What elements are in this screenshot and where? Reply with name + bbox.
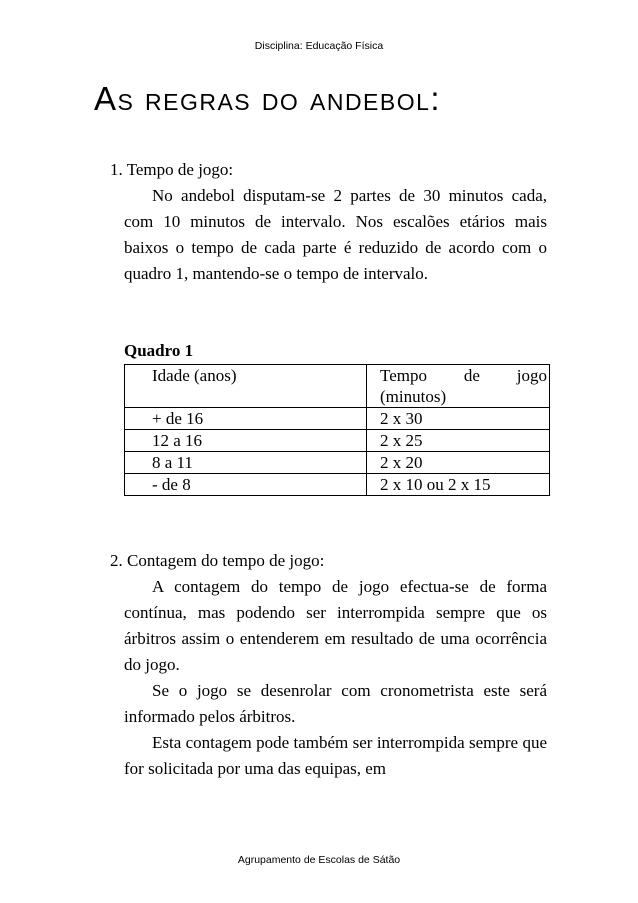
table-row (125, 408, 550, 430)
page-footer: Agrupamento de Escolas de Sátão (237, 854, 401, 866)
game-time-table (124, 364, 550, 496)
age-cell: - de 8 (125, 474, 367, 496)
section-2-paragraph-2: Se o jogo se desenrolar com cronometrista este será informado pelos árbitros. (124, 681, 547, 726)
age-cell: + de 16 (125, 408, 367, 430)
table-header-row (125, 365, 550, 408)
page-header: Disciplina: Educação Física (254, 40, 384, 52)
section-2-paragraph-1: A contagem do tempo de jogo efectua-se de forma contínua, mas podendo ser interrompida sempre que os árbitros assim o entenderem em resultado de uma ocorrência do jogo. (124, 577, 547, 674)
time-cell: 2 x 20 (367, 452, 550, 474)
section-1-paragraph: No andebol disputam-se 2 partes de 30 minutos cada, com 10 minutos de intervalo. Nos escalões etários mais baixos o tempo de cada parte é reduzido de acordo com o quadro 1, mantendo-se o tempo de intervalo. (124, 186, 547, 283)
table-row (125, 452, 550, 474)
age-cell: 12 a 16 (125, 430, 367, 452)
table-title: Quadro 1 (124, 341, 194, 360)
header-time-word-3: jogo (516, 366, 547, 385)
section-2-heading: 2. Contagem do tempo de jogo: (110, 551, 325, 570)
time-cell: 2 x 25 (367, 430, 550, 452)
header-time-unit: (minutos) (380, 387, 447, 406)
section-1-heading: 1. Tempo de jogo: (110, 160, 234, 179)
header-time-word-1: Tempo (380, 366, 427, 385)
age-cell: 8 a 11 (125, 452, 367, 474)
section-2-paragraph-3: Esta contagem pode também ser interrompida sempre que for solicitada por uma das equipas, em (124, 733, 547, 778)
table-row (125, 430, 550, 452)
page-title: As regras do andebol: (94, 80, 442, 117)
time-cell: 2 x 10 ou 2 x 15 (367, 474, 550, 496)
header-time (367, 365, 550, 408)
time-cell: 2 x 30 (367, 408, 550, 430)
table-row (125, 474, 550, 496)
header-age: Idade (anos) (125, 365, 367, 408)
header-time-word-2: de (463, 366, 480, 385)
